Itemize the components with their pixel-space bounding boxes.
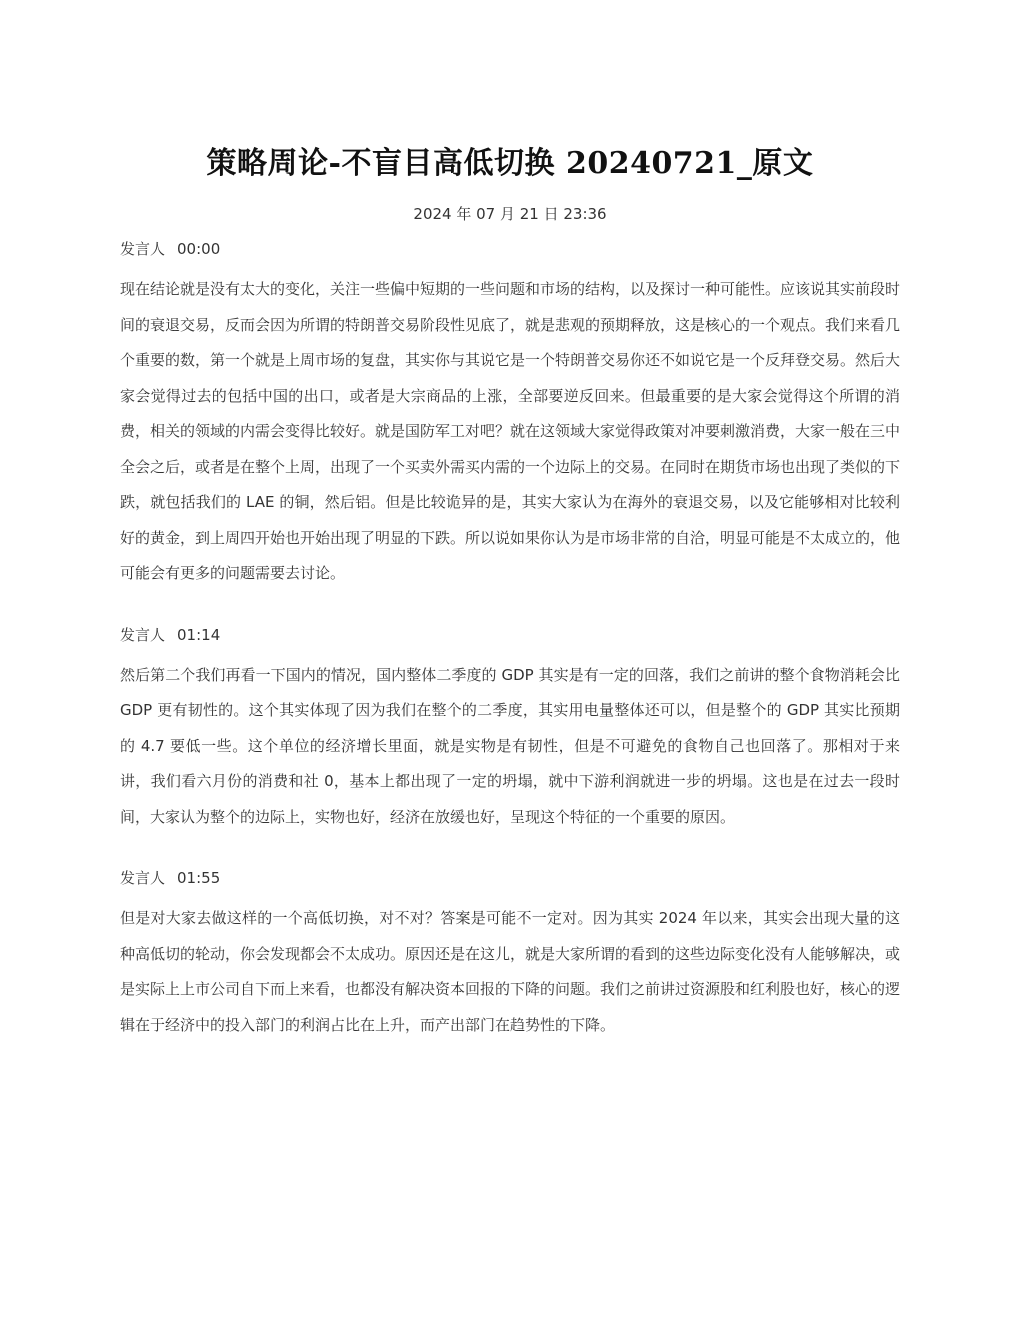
transcript-paragraph: 现在结论就是没有太大的变化，关注一些偏中短期的一些问题和市场的结构，以及探讨一种可能性。应该说其实前段时间的衰退交易，反而会因为所谓的特朗普交易阶段性见底了，就是悲观的预期释放，这是核心的一个观点。我们来看几个重要的数，第一个就是上周市场的复盘，其实你与其说它是一个特朗普交易你还不如说它是一个反拜登交易。然后大家会觉得过去的包括中国的出口，或者是大宗商品的上涨，全部要逆反回来。但最重要的是大家会觉得这个所谓的消费，相关的领域的内需会变得比较好。就是国防军工对吧？就在这领域大家觉得政策对冲要刺激消费，大家一般在三中全会之后，或者是在整个上周，出现了一个买卖外需买内需的一个边际上的交易。在同时在期货市场也出现了类似的下跌，就包括我们的 LAE 的铜，然后铝。但是比较诡异的是，其实大家认为在海外的衰退交易，以及它能够相对比较利好的黄金，到上周四开始也开始出现了明显的下跌。所以说如果你认为是市场非常的自洽，明显可能是不太成立的，他可能会有更多的问题需要去讨论。 [120, 280, 901, 582]
speaker-label: 发言人 [120, 869, 166, 887]
speaker-line [120, 865, 900, 891]
speaker-label: 发言人 [120, 625, 166, 644]
speaker-timestamp: 01:55 [177, 869, 221, 887]
document-title: 策略周论-不盲目高低切换 20240721_原文 [206, 146, 814, 181]
transcript-section [120, 865, 900, 1043]
document-date: 2024 年 07 月 21 日 23:36 [413, 205, 607, 223]
speaker-label: 发言人 [120, 240, 166, 258]
speaker-line [120, 236, 900, 262]
speaker-timestamp: 00:00 [177, 240, 221, 258]
transcript-section [120, 236, 900, 592]
transcript-section [120, 622, 900, 836]
transcript-paragraph: 然后第二个我们再看一下国内的情况，国内整体二季度的 GDP 其实是有一定的回落，我们之前讲的整个食物消耗会比 GDP 更有韧性的。这个其实体现了因为我们在整个的二季度，其实用电量整体还可以，但是整个的 GDP 其实比预期的 4.7 要低一些。这个单位的经济增长里面，就是实物是有韧性，但是不可避免的食物自己也回落了。那相对于来讲，我们看六月份的消费和社 0，基本上都出现了一定的坍塌，就中下游利润就进一步的坍塌。这也是在过去一段时间，大家认为整个的边际上，实物也好，经济在放缓也好，呈现这个特征的一个重要的原因。 [120, 665, 900, 826]
transcript-paragraph: 但是对大家去做这样的一个高低切换，对不对？答案是可能不一定对。因为其实 2024 年以来，其实会出现大量的这种高低切的轮动，你会发现都会不太成功。原因还是在这儿，就是大家所谓的看到的这些边际变化没有人能够解决，或是实际上上市公司自下而上来看，也都没有解决资本回报的下降的问题。我们之前讲过资源股和红利股也好，核心的逻辑在于经济中的投入部门的利润占比在上升，而产出部门在趋势性的下降。 [120, 909, 901, 1034]
speaker-timestamp: 01:14 [177, 625, 221, 644]
speaker-line [120, 622, 900, 648]
